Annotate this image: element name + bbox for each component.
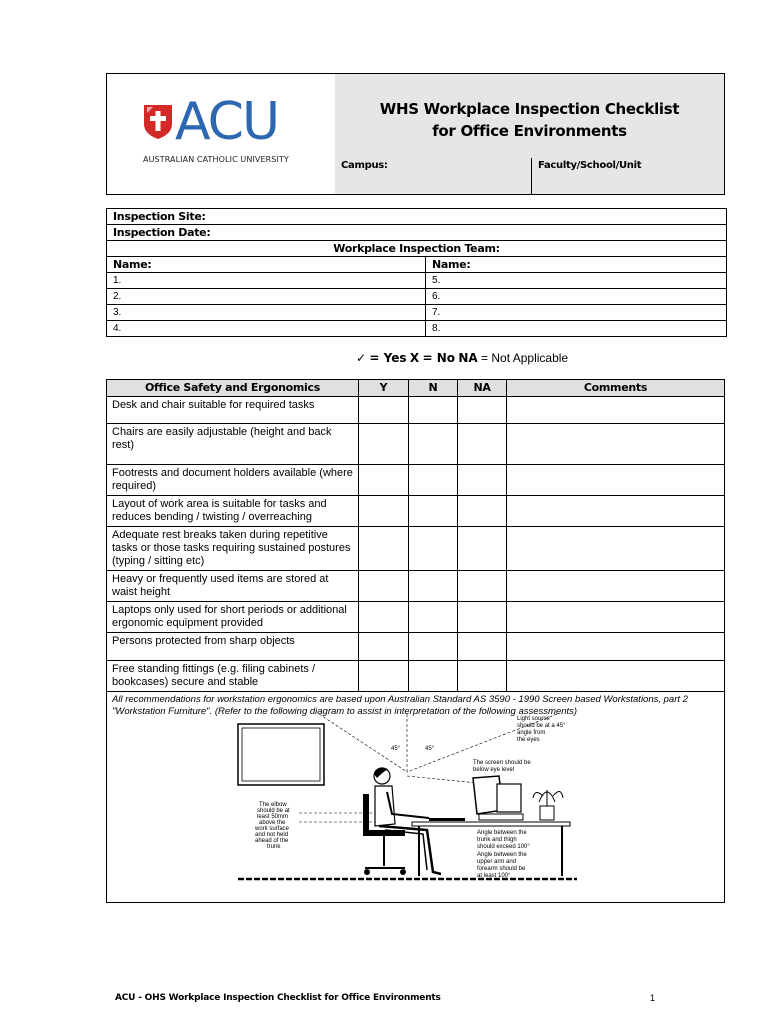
- comments-cell[interactable]: [507, 496, 725, 527]
- inspection-date-label: Inspection Date:: [113, 226, 211, 239]
- name-header-right: Name:: [426, 257, 727, 273]
- na-cell[interactable]: [458, 661, 507, 692]
- no-cell[interactable]: [409, 571, 458, 602]
- comments-cell[interactable]: [507, 397, 725, 424]
- team-member-field[interactable]: 4.: [107, 321, 426, 337]
- team-member-field[interactable]: 1.: [107, 273, 426, 289]
- column-header-item: Office Safety and Ergonomics: [107, 380, 359, 397]
- na-cell[interactable]: [458, 465, 507, 496]
- comments-cell[interactable]: [507, 527, 725, 571]
- no-cell[interactable]: [409, 602, 458, 633]
- yes-cell[interactable]: [359, 661, 409, 692]
- checklist-item: Chairs are easily adjustable (height and back rest): [107, 424, 359, 465]
- footer-title: ACU - OHS Workplace Inspection Checklist for Office Environments: [115, 993, 441, 1003]
- comments-cell[interactable]: [507, 602, 725, 633]
- arm-angle-line4: at least 100°: [477, 873, 511, 879]
- elbow-line5: work surface: [255, 826, 290, 832]
- campus-field[interactable]: [335, 158, 532, 194]
- page-number: 1: [650, 993, 656, 1003]
- checklist-item: Laptops only used for short periods or additional ergonomic equipment provided: [107, 602, 359, 633]
- no-cell[interactable]: [409, 424, 458, 465]
- legend: [356, 351, 568, 365]
- workstation-ergonomics-diagram: [107, 706, 724, 882]
- legend-no-symbol: X: [409, 351, 420, 365]
- acu-shield-icon: [143, 104, 173, 140]
- column-header-yes: Y: [359, 380, 409, 397]
- inspection-info-table: [106, 208, 727, 337]
- inspection-site-field[interactable]: [107, 209, 727, 225]
- angle-label-right: 45°: [425, 746, 435, 752]
- no-cell[interactable]: [409, 633, 458, 661]
- document-title-line2: for Office Environments: [432, 122, 627, 140]
- column-header-no: N: [409, 380, 458, 397]
- header-block: [106, 73, 725, 195]
- inspection-team-heading: Workplace Inspection Team:: [107, 241, 727, 257]
- campus-label: Campus:: [341, 160, 388, 171]
- team-member-field[interactable]: 8.: [426, 321, 727, 337]
- na-cell[interactable]: [458, 424, 507, 465]
- no-cell[interactable]: [409, 527, 458, 571]
- no-cell[interactable]: [409, 465, 458, 496]
- no-cell[interactable]: [409, 661, 458, 692]
- screen-eye-line1: The screen should be: [473, 760, 531, 766]
- no-cell[interactable]: [409, 397, 458, 424]
- screen-eye-line2: below eye level: [473, 767, 515, 773]
- trunk-angle-line2: trunk and thigh: [477, 837, 517, 843]
- na-cell[interactable]: [458, 602, 507, 633]
- legend-na-symbol: NA: [458, 351, 478, 365]
- na-cell[interactable]: [458, 397, 507, 424]
- arm-angle-line3: forearm should be: [477, 866, 526, 872]
- team-member-field[interactable]: 2.: [107, 289, 426, 305]
- yes-cell[interactable]: [359, 397, 409, 424]
- na-cell[interactable]: [458, 633, 507, 661]
- name-header-left: Name:: [107, 257, 426, 273]
- title-cell: [335, 74, 724, 159]
- na-cell[interactable]: [458, 496, 507, 527]
- checklist-item: Layout of work area is suitable for tasks and reduces bending / twisting / overreaching: [107, 496, 359, 527]
- elbow-line4: above the: [259, 820, 286, 826]
- trunk-angle-line3: should exceed 100°: [477, 844, 530, 850]
- na-cell[interactable]: [458, 527, 507, 571]
- comments-cell[interactable]: [507, 465, 725, 496]
- arm-angle-line1: Angle between the: [477, 852, 527, 858]
- checklist-item: Desk and chair suitable for required tasks: [107, 397, 359, 424]
- legend-yes: = Yes: [369, 351, 407, 365]
- column-header-comments: Comments: [507, 380, 725, 397]
- elbow-line8: trunk: [267, 844, 281, 850]
- comments-cell[interactable]: [507, 424, 725, 465]
- elbow-line7: ahead of the: [255, 838, 289, 844]
- checklist-item: Heavy or frequently used items are stored at waist height: [107, 571, 359, 602]
- elbow-line6: and not held: [255, 832, 289, 838]
- light-source-line3: angle from: [517, 730, 546, 736]
- comments-cell[interactable]: [507, 633, 725, 661]
- yes-cell[interactable]: [359, 496, 409, 527]
- comments-cell[interactable]: [507, 571, 725, 602]
- comments-cell[interactable]: [507, 661, 725, 692]
- elbow-line1: The elbow: [259, 802, 287, 808]
- logo-text: ACU: [175, 92, 279, 152]
- checklist-item: Adequate rest breaks taken during repetitive tasks or those tasks requiring sustained postures (typing / sitting etc): [107, 527, 359, 571]
- yes-cell[interactable]: [359, 465, 409, 496]
- logo-subtitle: AUSTRALIAN CATHOLIC UNIVERSITY: [143, 155, 289, 164]
- yes-cell[interactable]: [359, 424, 409, 465]
- inspection-date-field[interactable]: [107, 225, 727, 241]
- faculty-field[interactable]: [532, 158, 724, 194]
- angle-label-left: 45°: [391, 746, 401, 752]
- yes-cell[interactable]: [359, 571, 409, 602]
- check-mark-icon: ✓: [356, 351, 367, 365]
- legend-na: = Not Applicable: [481, 351, 569, 365]
- team-member-field[interactable]: 5.: [426, 273, 727, 289]
- yes-cell[interactable]: [359, 633, 409, 661]
- team-member-field[interactable]: 3.: [107, 305, 426, 321]
- elbow-line2: should be at: [257, 808, 290, 814]
- team-member-field[interactable]: 7.: [426, 305, 727, 321]
- na-cell[interactable]: [458, 571, 507, 602]
- checklist-item: Footrests and document holders available (where required): [107, 465, 359, 496]
- light-source-line1: Light source: [517, 716, 550, 722]
- team-member-field[interactable]: 6.: [426, 289, 727, 305]
- legend-no: = No: [422, 351, 455, 365]
- no-cell[interactable]: [409, 496, 458, 527]
- checklist-item: Free standing fittings (e.g. filing cabinets / bookcases) secure and stable: [107, 661, 359, 692]
- faculty-label: Faculty/School/Unit: [538, 160, 642, 171]
- column-header-na: NA: [458, 380, 507, 397]
- logo-cell: [107, 74, 336, 194]
- inspection-site-label: Inspection Site:: [113, 210, 206, 223]
- elbow-line3: least 50mm: [257, 814, 289, 820]
- light-source-line2: should be at a 45°: [517, 723, 566, 729]
- ergonomics-note: All recommendations for workstation ergonomics are based upon Australian Standard AS 3590 - 1990 Screen based Workstations, part 2 "Workstation Furniture". (Refer to the following diagram to assist in interpretation of the following assessments): [112, 694, 688, 717]
- document-title-line1: WHS Workplace Inspection Checklist: [379, 100, 680, 118]
- trunk-angle-line1: Angle between the: [477, 830, 527, 836]
- yes-cell[interactable]: [359, 527, 409, 571]
- checklist-item: Persons protected from sharp objects: [107, 633, 359, 661]
- light-source-line4: the eyes: [517, 737, 540, 743]
- yes-cell[interactable]: [359, 602, 409, 633]
- arm-angle-line2: upper arm and: [477, 859, 517, 865]
